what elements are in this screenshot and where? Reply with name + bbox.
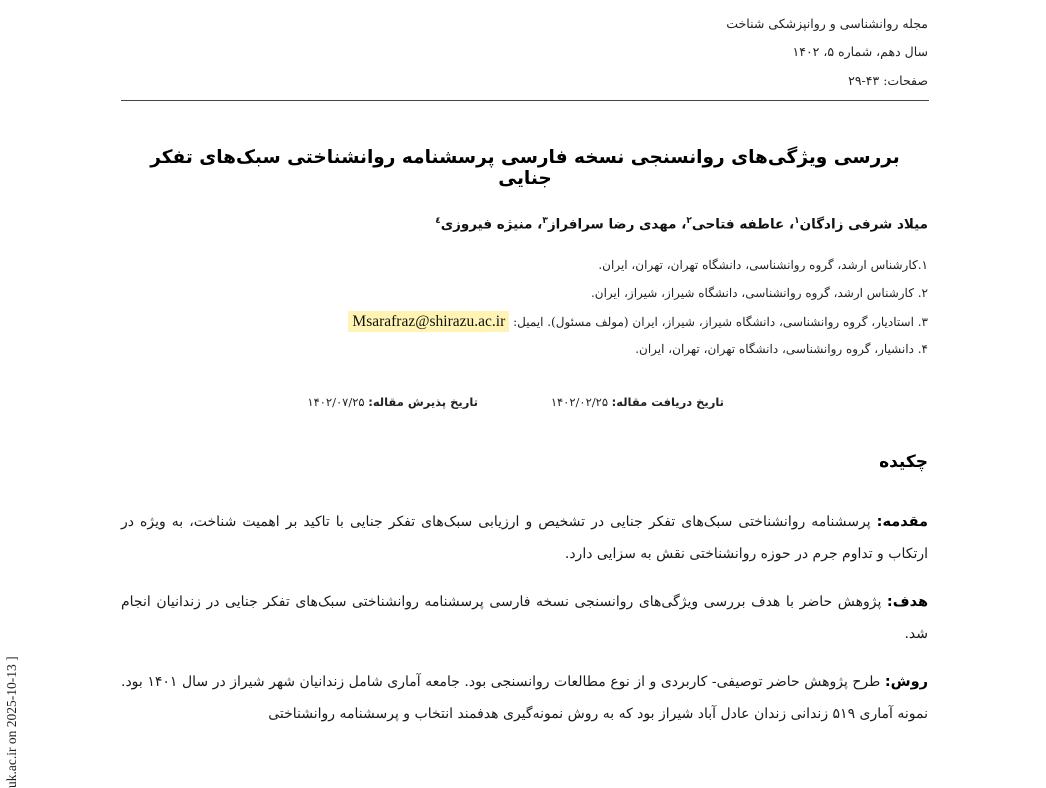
introduction-label: مقدمه: [876,514,928,530]
author-affiliation-number: ۱ [794,216,800,226]
author-name: عاطفه فتاحی [691,216,785,233]
method-label: روش: [884,674,929,690]
author-separator: ، [784,216,795,233]
received-date [551,395,724,409]
author-affiliation-number: ۳ [542,216,548,226]
affiliation-2: ۲. کارشناس ارشد، گروه روانشناسی، دانشگاه شیراز، شیراز، ایران. [590,286,928,300]
method-text: طرح پژوهش حاضر توصیفی- کاربردی و از نوع مطالعات روانسنجی بود. جامعه آماری شامل زندانیان شهر شیراز در سال ۱۴۰۱ بود. نمونه آماری ۵۱۹ زندانی زندان عادل آباد شیراز بود که به روش نمونه‌گیری هدفمند انتخاب و پرسشنامه روانشناختی [121,674,928,722]
author-affiliation-number: ۲ [686,216,692,226]
abstract-method [121,666,928,730]
journal-name: مجله روانشناسی و روانپزشکی شناخت [726,16,928,31]
affiliation-3-text: ۳. استادیار، گروه روانشناسی، دانشگاه شیراز، شیراز، ایران (مولف مسئول). ایمیل: [513,315,928,329]
header-divider [121,100,929,101]
affiliation-3 [348,313,928,331]
abstract-heading: چکیده [879,452,928,472]
introduction-text: پرسشنامه روانشناختی سبک‌های تفکر جنایی در تشخیص و ارزیابی سبک‌های تفکر جنایی با تاکید بر اهمیت شناخت، به ویژه در ارتکاب و تداوم جرم در حوزه روانشناختی نقش به سزایی دارد. [121,514,928,562]
author-affiliation-number: ٤ [435,216,441,226]
paper-title: بررسی ویژگی‌های روانسنجی نسخه فارسی پرسشنامه روانشناختی سبک‌های تفکر جنایی [150,147,900,189]
affiliation-4: ۴. دانشیار، گروه روانشناسی، دانشگاه تهران، تهران، ایران. [635,342,928,356]
download-watermark: uk.ac.ir on 2025-10-13 ] [4,656,19,788]
author-name: میلاد شرفی زادگان [799,216,928,233]
abstract-aim [121,586,928,650]
author-list [435,216,928,233]
author-separator: ، [676,216,687,233]
accepted-date [307,395,478,409]
received-date-value: ۱۴۰۲/۰۲/۲۵ [550,395,608,409]
abstract-introduction [121,506,928,570]
aim-text: پژوهش حاضر با هدف بررسی ویژگی‌های روانسنجی نسخه فارسی پرسشنامه روانشناختی سبک‌های تفکر جنایی در زندانیان انجام شد. [121,594,928,642]
accepted-date-value: ۱۴۰۲/۰۷/۲۵ [307,395,365,409]
received-date-label: تاریخ دریافت مقاله: [611,395,724,409]
journal-issue: سال دهم، شماره ۵، ۱۴۰۲ [792,44,928,59]
author-name: مهدی رضا سرافراز [547,216,677,233]
accepted-date-label: تاریخ پذیرش مقاله: [368,395,478,409]
author-separator: ، [532,216,543,233]
aim-label: هدف: [886,594,928,610]
journal-pages: صفحات: ۴۳-۲۹ [848,73,928,88]
author-name: منیژه فیروزی [440,216,533,233]
corresponding-email-link[interactable]: Msarafraz@shirazu.ac.ir [348,311,509,332]
affiliation-1: ۱.کارشناس ارشد، گروه روانشناسی، دانشگاه تهران، تهران، ایران. [598,258,928,272]
